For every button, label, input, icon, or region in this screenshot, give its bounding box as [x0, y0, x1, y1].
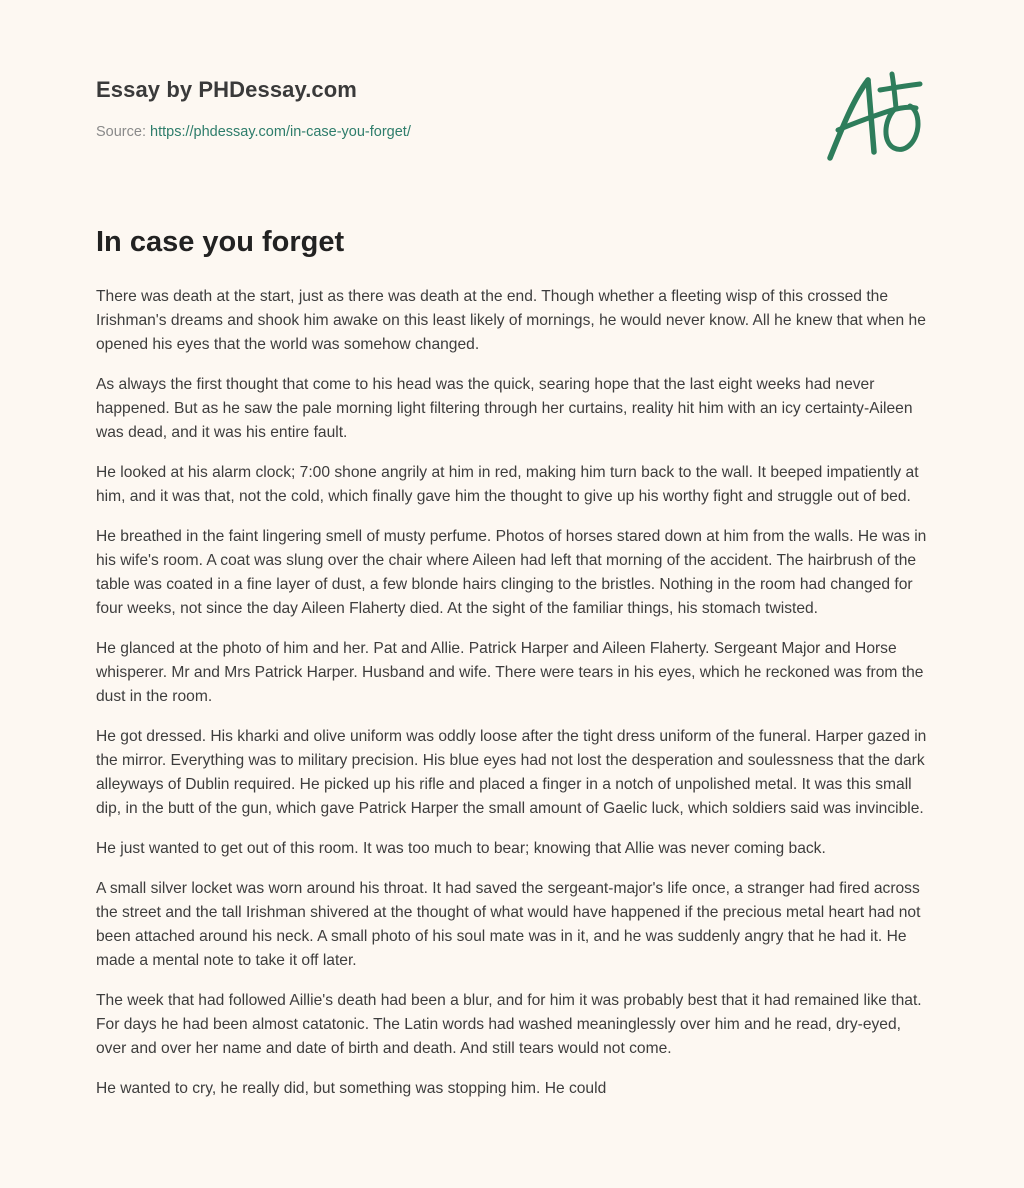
- essay-paragraph: There was death at the start, just as there was death at the end. Though whether a fleeting wisp of this crossed the Irishman's dreams and shook him awake on this least likely of mornings, he would never know. All he knew that when he opened his eyes that the world was somehow changed.: [96, 288, 926, 353]
- site-title: Essay by PHDessay.com: [96, 77, 357, 102]
- source-label: Source:: [96, 124, 146, 140]
- a-plus-logo-svg: [824, 68, 924, 164]
- essay-paragraph: The week that had followed Aillie's death had been a blur, and for him it was probably best that it had remained like that. For days he had been almost catatonic. The Latin words had washed meaninglessly over him and he read, dry-eyed, over and over her name and date of birth and death. And still tears would not come.: [96, 992, 922, 1057]
- page-header: [96, 0, 928, 200]
- a-plus-logo-icon: [824, 68, 924, 164]
- essay-content: [96, 285, 931, 1117]
- essay-page: [96, 0, 928, 1188]
- essay-paragraph: A small silver locket was worn around his throat. It had saved the sergeant-major's life once, a stranger had fired across the street and the tall Irishman shivered at the thought of what would have happened if the precious metal heart had not been attached around his neck. A small photo of his soul mate was in it, and he was suddenly angry that he had it. He made a mental note to take it off later.: [96, 880, 921, 969]
- source-line: [96, 124, 411, 140]
- essay-paragraph: As always the first thought that come to his head was the quick, searing hope that the last eight weeks had never happened. But as he saw the pale morning light filtering through her curtains, reality hit him with an icy certainty-Aileen was dead, and it was his entire fault.: [96, 376, 913, 441]
- source-link[interactable]: https://phdessay.com/in-case-you-forget/: [150, 124, 411, 140]
- essay-paragraph: He looked at his alarm clock; 7:00 shone angrily at him in red, making him turn back to the wall. It beeped impatiently at him, and it was that, not the cold, which finally gave him the thought to give up his worthy fight and struggle out of bed.: [96, 464, 919, 505]
- essay-paragraph: He breathed in the faint lingering smell of musty perfume. Photos of horses stared down at him from the walls. He was in his wife's room. A coat was slung over the chair where Aileen had left that morning of the accident. The hairbrush of the table was coated in a fine layer of dust, a few blonde hairs clinging to the bristles. Nothing in the room had changed for four weeks, not since the day Aileen Flaherty died. At the sight of the familiar things, his stomach twisted.: [96, 528, 927, 617]
- essay-paragraph: He wanted to cry, he really did, but something was stopping him. He could: [96, 1080, 607, 1097]
- essay-title: In case you forget: [96, 226, 345, 258]
- essay-paragraph: He got dressed. His kharki and olive uniform was oddly loose after the tight dress uniform of the funeral. Harper gazed in the mirror. Everything was to military precision. His blue eyes had not lost the desperation and soulessness that the dark alleyways of Dublin required. He picked up his rifle and placed a finger in a notch of unpolished metal. It was this small dip, in the butt of the gun, which gave Patrick Harper the small amount of Gaelic luck, which soldiers said was invincible.: [96, 728, 927, 817]
- essay-paragraph: He glanced at the photo of him and her. Pat and Allie. Patrick Harper and Aileen Flaherty. Sergeant Major and Horse whisperer. Mr and Mrs Patrick Harper. Husband and wife. There were tears in his eyes, which he reckoned was from the dust in the room.: [96, 640, 924, 705]
- essay-paragraph: He just wanted to get out of this room. It was too much to bear; knowing that Allie was never coming back.: [96, 840, 826, 857]
